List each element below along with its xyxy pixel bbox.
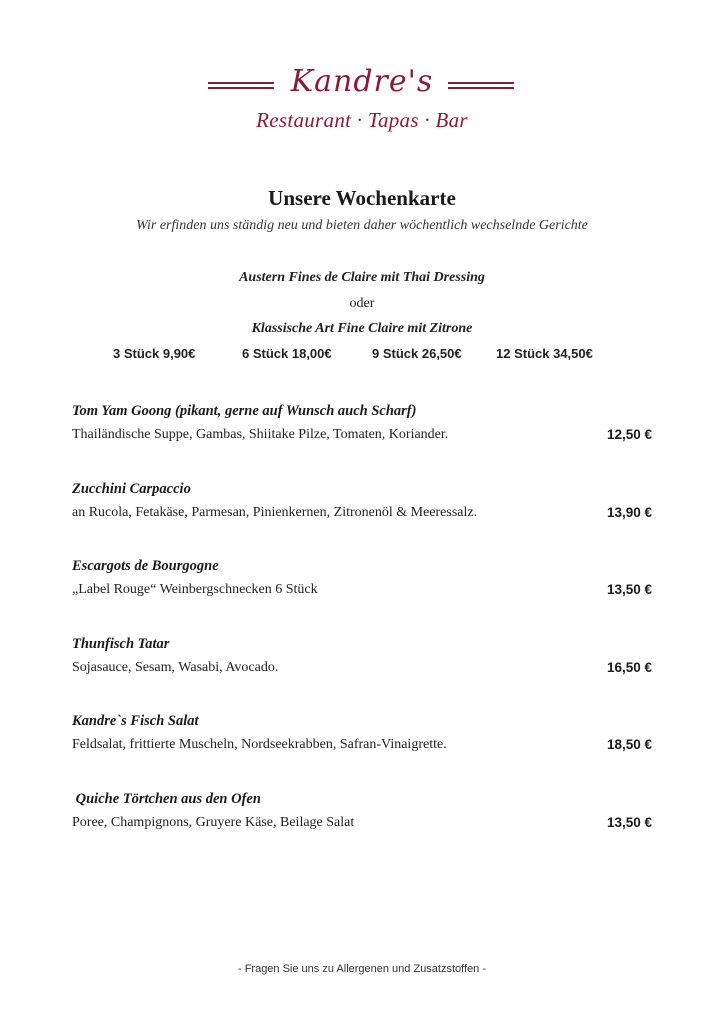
menu-item <box>72 635 652 679</box>
menu-item-description-text: Sojasauce, Sesam, Wasabi, Avocado. <box>72 660 279 675</box>
logo-tagline: Restaurant · Tapas · Bar <box>256 108 468 132</box>
menu-item-description <box>72 581 652 601</box>
oyster-prices <box>0 346 724 366</box>
menu-item <box>72 480 652 524</box>
logo-divider-right <box>448 82 514 89</box>
menu-item-description <box>72 659 652 679</box>
menu-item-description-text: Thailändische Suppe, Gambas, Shiitake Pilze, Tomaten, Koriander. <box>72 427 449 442</box>
menu-item-name: Escargots de Bourgogne <box>72 558 219 574</box>
menu-item-description-text: „Label Rouge“ Weinbergschnecken 6 Stück <box>72 582 318 597</box>
menu-item-price: 13,50 € <box>606 815 652 830</box>
menu-item-description <box>72 504 652 524</box>
oyster-or: oder <box>349 296 375 311</box>
menu-item-name: Quiche Törtchen aus den Ofen <box>72 791 261 807</box>
menu-item-price: 18,50 € <box>606 737 652 752</box>
menu-item-description-text: Poree, Champignons, Gruyere Käse, Beilage Salat <box>72 815 355 830</box>
menu-item <box>72 402 652 446</box>
menu-item-description-text: an Rucola, Fetakäse, Parmesan, Pinienkernen, Zitronenöl & Meeressalz. <box>72 505 478 520</box>
logo-wordmark: Kandre's <box>290 64 434 99</box>
menu-item-price: 13,90 € <box>606 505 652 520</box>
menu-item-price: 13,50 € <box>606 582 652 597</box>
oyster-price: 12 Stück 34,50€ <box>496 346 593 361</box>
oyster-option-2: Klassische Art Fine Claire mit Zitrone <box>251 321 473 336</box>
menu-item-description <box>72 736 652 756</box>
oyster-option-1: Austern Fines de Claire mit Thai Dressing <box>239 270 485 285</box>
menu-item-price: 16,50 € <box>606 660 652 675</box>
menu-item-price: 12,50 € <box>606 427 652 442</box>
menu-item-description <box>72 814 652 834</box>
page-title: Unsere Wochenkarte <box>268 186 456 210</box>
menu-item-name: Zucchini Carpaccio <box>72 481 191 497</box>
allergen-note: - Fragen Sie uns zu Allergenen und Zusatzstoffen - <box>237 963 487 975</box>
oyster-price: 6 Stück 18,00€ <box>242 346 332 361</box>
menu-item-name: Kandre`s Fisch Salat <box>72 713 199 729</box>
menu-item <box>72 557 652 601</box>
menu-item-name: Tom Yam Goong (pikant, gerne auf Wunsch auch Scharf) <box>72 403 417 419</box>
menu-item-name: Thunfisch Tatar <box>72 636 170 652</box>
logo-divider-left <box>208 82 274 89</box>
oyster-price: 9 Stück 26,50€ <box>372 346 462 361</box>
menu-item <box>72 790 652 834</box>
menu-item-description-text: Feldsalat, frittierte Muscheln, Nordseekrabben, Safran-Vinaigrette. <box>72 737 447 752</box>
page-subtitle: Wir erfinden uns ständig neu und bieten daher wöchentlich wechselnde Gerichte <box>136 218 588 233</box>
menu-item <box>72 712 652 756</box>
oyster-price: 3 Stück 9,90€ <box>113 346 196 361</box>
menu-item-description <box>72 426 652 446</box>
restaurant-logo <box>0 64 724 133</box>
